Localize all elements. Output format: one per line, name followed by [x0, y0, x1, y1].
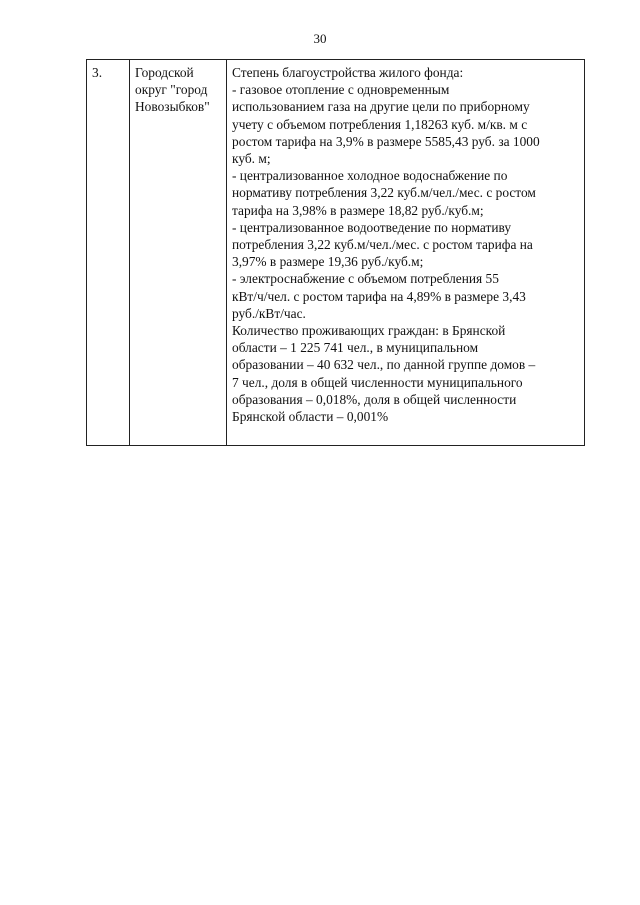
description-line: ростом тарифа на 3,9% в размере 5585,43 руб. за 1000 [232, 133, 540, 149]
description-line: области – 1 225 741 чел., в муниципальном [232, 340, 479, 356]
municipality-name-line: Городской [135, 65, 194, 80]
row-number-cell [87, 60, 130, 446]
description-line: тарифа на 3,98% в размере 18,82 руб./куб.м; [232, 202, 484, 218]
housing-data-table [86, 59, 585, 446]
description-line: Брянской области – 0,001% [232, 409, 389, 425]
description-line: - электроснабжение с объемом потребления 55 [232, 271, 499, 287]
description-line: нормативу потребления 3,22 куб.м/чел./мес. с ростом [232, 185, 536, 201]
description-line: образования – 0,018%, доля в общей численности [232, 391, 517, 407]
description-cell [227, 60, 585, 446]
page-number: 30 [313, 31, 327, 46]
municipality-name-line: округ "город [135, 82, 208, 98]
description-line: - централизованное водоотведение по нормативу [232, 219, 512, 235]
description-line: Степень благоустройства жилого фонда: [232, 65, 464, 80]
description-line: потребления 3,22 куб.м/чел./мес. с ростом тарифа на [232, 237, 533, 253]
municipality-cell [130, 60, 227, 446]
description-line: - централизованное холодное водоснабжение по [232, 168, 508, 184]
description-line: Количество проживающих граждан: в Брянской [232, 323, 506, 339]
description-line: - газовое отопление с одновременным [232, 82, 450, 98]
description-line: учету с объемом потребления 1,18263 куб. м/кв. м с [232, 116, 528, 132]
description-line: руб./кВт/час. [232, 305, 306, 321]
row-number: 3. [92, 65, 103, 80]
municipality-name-line: Новозыбков" [135, 99, 210, 115]
description-line: использованием газа на другие цели по приборному [232, 99, 530, 115]
description-line: куб. м; [232, 151, 271, 167]
description-line: кВт/ч/чел. с ростом тарифа на 4,89% в размере 3,43 [232, 288, 526, 304]
description-line: 7 чел., доля в общей численности муниципального [232, 374, 523, 390]
table-row [87, 60, 585, 446]
description-line: образовании – 40 632 чел., по данной группе домов – [232, 357, 536, 373]
description-line: 3,97% в размере 19,36 руб./куб.м; [232, 254, 424, 270]
